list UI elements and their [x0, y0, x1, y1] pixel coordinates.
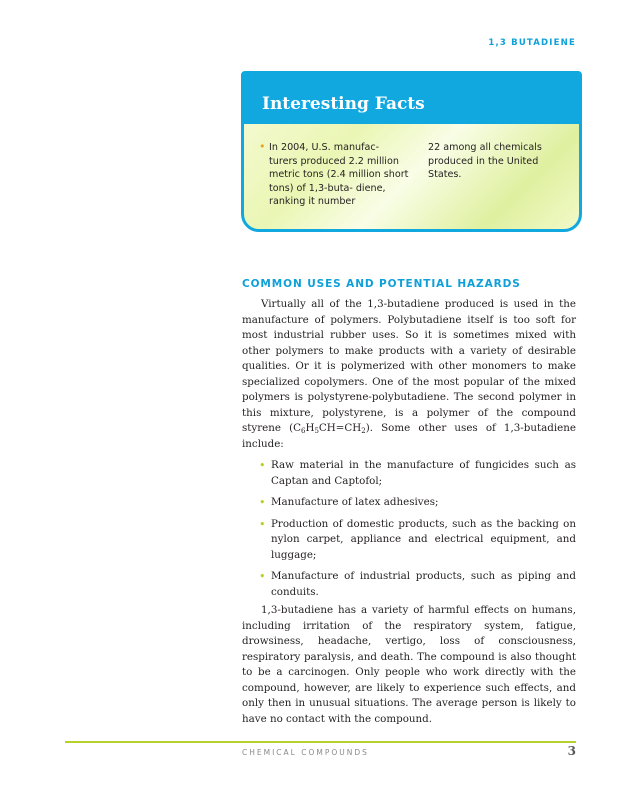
facts-box-title: Interesting Facts [262, 94, 425, 114]
subscript: 2 [361, 427, 366, 435]
list-item [259, 458, 576, 489]
list-item [259, 569, 576, 600]
para1-text-end: ). Some other uses of 1,3-butadiene include: [242, 422, 576, 450]
facts-left-column [259, 140, 409, 209]
bullet-icon: • [259, 140, 266, 153]
facts-right-text: 22 among all chemicals produced in the United States. [428, 142, 542, 181]
subscript: 5 [314, 427, 319, 435]
section-heading: COMMON USES AND POTENTIAL HAZARDS [242, 278, 521, 290]
footer-label: CHEMICAL COMPOUNDS [242, 748, 369, 757]
list-item-text: Manufacture of industrial products, such as piping and conduits. [271, 570, 576, 598]
list-item [259, 517, 576, 564]
page-number: 3 [567, 744, 576, 758]
footer-divider [65, 741, 576, 743]
paragraph-uses [242, 297, 576, 452]
uses-bullet-list [259, 458, 576, 606]
running-head: 1,3 BUTADIENE [488, 38, 576, 48]
formula-part: H [305, 422, 315, 434]
facts-box-header [244, 74, 579, 124]
paragraph-hazards [242, 603, 576, 727]
interesting-facts-box [241, 71, 582, 232]
bullet-icon: • [259, 496, 266, 509]
list-item-text: Raw material in the manufacture of fungicides such as Captan and Captofol; [271, 459, 576, 487]
para1-text-start: Virtually all of the 1,3-butadiene produced is used in the manufacture of polymers. Polybutadiene itself is too soft for most industrial rubber uses. So it is sometimes mixed with other polymers to make products with a variety of desirable qualities. Or it is polymerized with other monomers to make specialized copolymers. One of the most popular of the mixed polymers is polystyrene-polybutadiene. The second polymer in this mixture, polystyrene, is a polymer of the compound styrene (C [242, 298, 576, 434]
bullet-icon: • [259, 459, 266, 472]
bullet-icon: • [259, 570, 266, 583]
list-item-text: Manufacture of latex adhesives; [271, 496, 439, 508]
list-item [259, 495, 576, 511]
para2-text: 1,3-butadiene has a variety of harmful effects on humans, including irritation of the respiratory system, fatigue, drowsiness, headache, vertigo, loss of consciousness, respiratory paralysis, and death. The compound is also thought to be a carcinogen. Only people who work directly with the compound, however, are likely to experience such effects, and only then in unusual situations. The average person is likely to have no contact with the compound. [242, 604, 576, 725]
facts-left-text: In 2004, U.S. manufac- turers produced 2.2 million metric tons (2.4 million short tons) of 1,3-buta- diene, ranking it number [269, 142, 409, 208]
facts-right-column [428, 141, 563, 182]
bullet-icon: • [259, 517, 266, 531]
list-item-text: Production of domestic products, such as the backing on nylon carpet, appliance and electrical equipment, and luggage; [271, 517, 576, 561]
subscript: 6 [300, 427, 306, 435]
formula-part: CH=CH [318, 422, 362, 434]
